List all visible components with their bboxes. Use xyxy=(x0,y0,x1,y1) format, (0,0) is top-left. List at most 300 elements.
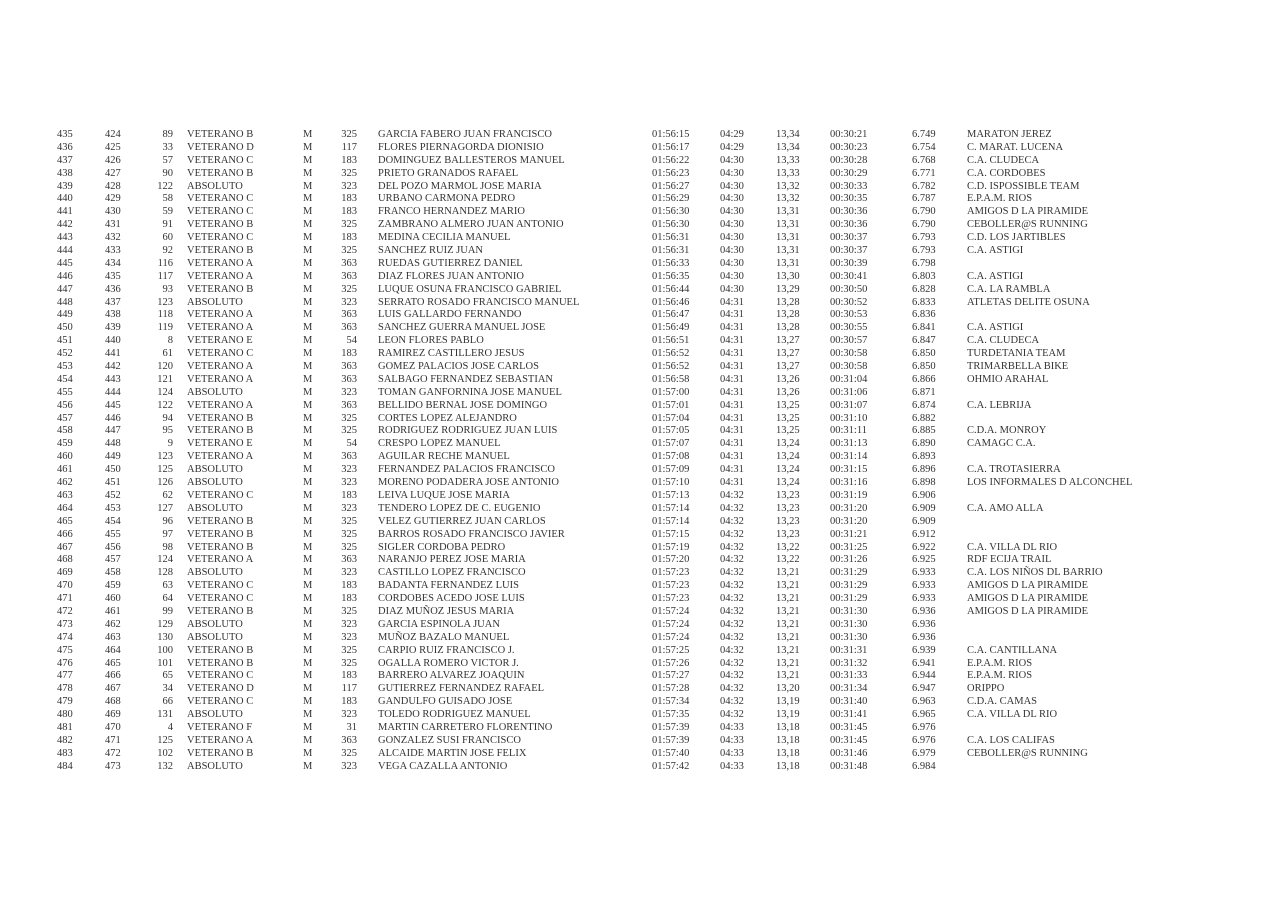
category-cell: VETERANO A xyxy=(187,373,254,385)
club-cell: C.A. CLUDECA xyxy=(967,154,1040,166)
time-behind-cell: 00:31:32 xyxy=(830,657,868,669)
runner-name-cell: OGALLA ROMERO VICTOR J. xyxy=(378,657,519,669)
finish-time-cell: 01:57:24 xyxy=(652,618,690,630)
category-cell: VETERANO F xyxy=(187,721,253,733)
category-position-cell: 461 xyxy=(105,605,121,617)
finish-time-cell: 01:57:24 xyxy=(652,631,690,643)
speed-cell: 13,29 xyxy=(776,283,800,295)
club-cell: TRIMARBELLA BIKE xyxy=(967,361,1069,373)
speed-cell: 13,20 xyxy=(776,683,800,695)
table-row xyxy=(0,142,1280,155)
position-cell: 437 xyxy=(57,154,73,166)
speed-cell: 13,25 xyxy=(776,412,800,424)
table-row xyxy=(0,374,1280,387)
club-cell: C.A. VILLA DL RIO xyxy=(967,709,1058,721)
club-cell: CAMAGC C.A. xyxy=(967,438,1036,450)
pace-cell: 04:29 xyxy=(720,141,744,153)
category-position-cell: 460 xyxy=(105,593,121,605)
points-cell: 6.909 xyxy=(912,502,936,514)
position-cell: 466 xyxy=(57,528,73,540)
speed-cell: 13,24 xyxy=(776,438,800,450)
category-total-cell: 323 xyxy=(341,631,357,643)
position-cell: 444 xyxy=(57,245,73,257)
category-cell: VETERANO A xyxy=(187,270,254,282)
category-rank-cell: 99 xyxy=(162,605,173,617)
finish-time-cell: 01:56:33 xyxy=(652,257,690,269)
category-total-cell: 325 xyxy=(341,167,357,179)
category-total-cell: 183 xyxy=(341,580,357,592)
category-cell: VETERANO A xyxy=(187,554,254,566)
gender-cell: M xyxy=(303,399,313,411)
speed-cell: 13,26 xyxy=(776,373,800,385)
category-rank-cell: 98 xyxy=(162,541,173,553)
points-cell: 6.963 xyxy=(912,696,936,708)
speed-cell: 13,21 xyxy=(776,631,800,643)
position-cell: 459 xyxy=(57,438,73,450)
points-cell: 6.833 xyxy=(912,296,936,308)
position-cell: 460 xyxy=(57,451,73,463)
finish-time-cell: 01:57:39 xyxy=(652,721,690,733)
position-cell: 440 xyxy=(57,193,73,205)
category-rank-cell: 126 xyxy=(157,477,173,489)
category-rank-cell: 34 xyxy=(162,683,173,695)
table-row xyxy=(0,438,1280,451)
category-position-cell: 428 xyxy=(105,180,121,192)
runner-name-cell: BARRERO ALVAREZ JOAQUIN xyxy=(378,670,525,682)
category-cell: VETERANO B xyxy=(187,425,254,437)
runner-name-cell: LEIVA LUQUE JOSE MARIA xyxy=(378,489,510,501)
runner-name-cell: CORTES LOPEZ ALEJANDRO xyxy=(378,412,517,424)
speed-cell: 13,21 xyxy=(776,567,800,579)
gender-cell: M xyxy=(303,502,313,514)
time-behind-cell: 00:31:31 xyxy=(830,644,868,656)
finish-time-cell: 01:56:22 xyxy=(652,154,690,166)
points-cell: 6.782 xyxy=(912,180,936,192)
speed-cell: 13,26 xyxy=(776,386,800,398)
category-position-cell: 467 xyxy=(105,683,121,695)
category-position-cell: 431 xyxy=(105,219,121,231)
points-cell: 6.749 xyxy=(912,129,936,140)
points-cell: 6.793 xyxy=(912,232,936,244)
gender-cell: M xyxy=(303,348,313,360)
category-cell: VETERANO E xyxy=(187,438,253,450)
club-cell: AMIGOS D LA PIRAMIDE xyxy=(967,206,1089,218)
pace-cell: 04:32 xyxy=(720,567,744,579)
finish-time-cell: 01:57:14 xyxy=(652,502,690,514)
category-position-cell: 446 xyxy=(105,412,121,424)
category-total-cell: 323 xyxy=(341,386,357,398)
table-row xyxy=(0,413,1280,426)
time-behind-cell: 00:31:06 xyxy=(830,386,868,398)
category-rank-cell: 130 xyxy=(157,631,173,643)
category-rank-cell: 121 xyxy=(157,373,173,385)
speed-cell: 13,31 xyxy=(776,232,800,244)
category-rank-cell: 58 xyxy=(162,193,173,205)
time-behind-cell: 00:30:57 xyxy=(830,335,868,347)
category-cell: VETERANO C xyxy=(187,193,254,205)
category-rank-cell: 132 xyxy=(157,760,173,772)
position-cell: 483 xyxy=(57,747,73,759)
points-cell: 6.936 xyxy=(912,631,936,643)
runner-name-cell: DIAZ MUÑOZ JESUS MARIA xyxy=(378,605,515,617)
speed-cell: 13,31 xyxy=(776,219,800,231)
gender-cell: M xyxy=(303,644,313,656)
category-total-cell: 363 xyxy=(341,309,357,321)
position-cell: 471 xyxy=(57,593,73,605)
gender-cell: M xyxy=(303,219,313,231)
time-behind-cell: 00:31:20 xyxy=(830,515,868,527)
points-cell: 6.850 xyxy=(912,361,936,373)
speed-cell: 13,21 xyxy=(776,618,800,630)
time-behind-cell: 00:30:36 xyxy=(830,206,868,218)
category-rank-cell: 116 xyxy=(157,257,173,269)
runner-name-cell: LEON FLORES PABLO xyxy=(378,335,484,347)
pace-cell: 04:32 xyxy=(720,605,744,617)
category-position-cell: 454 xyxy=(105,515,121,527)
runner-name-cell: VELEZ GUTIERREZ JUAN CARLOS xyxy=(378,515,546,527)
points-cell: 6.850 xyxy=(912,348,936,360)
pace-cell: 04:30 xyxy=(720,232,744,244)
runner-name-cell: FLORES PIERNAGORDA DIONISIO xyxy=(378,141,544,153)
category-position-cell: 435 xyxy=(105,270,121,282)
time-behind-cell: 00:30:58 xyxy=(830,361,868,373)
pace-cell: 04:31 xyxy=(720,451,744,463)
category-rank-cell: 128 xyxy=(157,567,173,579)
category-total-cell: 325 xyxy=(341,219,357,231)
speed-cell: 13,22 xyxy=(776,541,800,553)
club-cell: C.A. AMO ALLA xyxy=(967,502,1044,514)
pace-cell: 04:32 xyxy=(720,515,744,527)
pace-cell: 04:33 xyxy=(720,760,744,772)
time-behind-cell: 00:30:23 xyxy=(830,141,868,153)
club-cell: C.A. VILLA DL RIO xyxy=(967,541,1058,553)
points-cell: 6.979 xyxy=(912,747,936,759)
category-total-cell: 325 xyxy=(341,605,357,617)
finish-time-cell: 01:57:09 xyxy=(652,464,690,476)
position-cell: 473 xyxy=(57,618,73,630)
gender-cell: M xyxy=(303,670,313,682)
category-cell: VETERANO A xyxy=(187,257,254,269)
category-rank-cell: 122 xyxy=(157,180,173,192)
table-row xyxy=(0,155,1280,168)
points-cell: 6.984 xyxy=(912,760,936,772)
gender-cell: M xyxy=(303,605,313,617)
table-row xyxy=(0,658,1280,671)
category-position-cell: 450 xyxy=(105,464,121,476)
runner-name-cell: ZAMBRANO ALMERO JUAN ANTONIO xyxy=(378,219,564,231)
speed-cell: 13,18 xyxy=(776,734,800,746)
points-cell: 6.947 xyxy=(912,683,936,695)
table-row xyxy=(0,683,1280,696)
category-rank-cell: 60 xyxy=(162,232,173,244)
runner-name-cell: MUÑOZ BAZALO MANUEL xyxy=(378,631,510,643)
runner-name-cell: ALCAIDE MARTIN JOSE FELIX xyxy=(378,747,527,759)
table-row xyxy=(0,464,1280,477)
category-cell: VETERANO C xyxy=(187,489,254,501)
category-rank-cell: 61 xyxy=(162,348,173,360)
gender-cell: M xyxy=(303,283,313,295)
points-cell: 6.882 xyxy=(912,412,936,424)
category-rank-cell: 59 xyxy=(162,206,173,218)
category-cell: VETERANO A xyxy=(187,309,254,321)
category-cell: VETERANO C xyxy=(187,696,254,708)
club-cell: C.D.A. CAMAS xyxy=(967,696,1038,708)
position-cell: 463 xyxy=(57,489,73,501)
category-rank-cell: 33 xyxy=(162,141,173,153)
points-cell: 6.836 xyxy=(912,309,936,321)
category-cell: ABSOLUTO xyxy=(187,180,243,192)
club-cell: C.D. ISPOSSIBLE TEAM xyxy=(967,180,1080,192)
category-position-cell: 424 xyxy=(105,129,121,140)
club-cell: C.A. ASTIGI xyxy=(967,245,1024,257)
position-cell: 453 xyxy=(57,361,73,373)
pace-cell: 04:32 xyxy=(720,489,744,501)
category-total-cell: 325 xyxy=(341,644,357,656)
position-cell: 474 xyxy=(57,631,73,643)
finish-time-cell: 01:57:07 xyxy=(652,438,690,450)
points-cell: 6.976 xyxy=(912,734,936,746)
category-position-cell: 434 xyxy=(105,257,121,269)
category-cell: ABSOLUTO xyxy=(187,631,243,643)
category-rank-cell: 64 xyxy=(162,593,173,605)
points-cell: 6.803 xyxy=(912,270,936,282)
table-row xyxy=(0,606,1280,619)
pace-cell: 04:32 xyxy=(720,528,744,540)
gender-cell: M xyxy=(303,734,313,746)
position-cell: 443 xyxy=(57,232,73,244)
speed-cell: 13,31 xyxy=(776,257,800,269)
category-cell: VETERANO B xyxy=(187,167,254,179)
club-cell: C.A. ASTIGI xyxy=(967,322,1024,334)
club-cell: AMIGOS D LA PIRAMIDE xyxy=(967,580,1089,592)
category-total-cell: 323 xyxy=(341,567,357,579)
category-position-cell: 453 xyxy=(105,502,121,514)
category-cell: VETERANO A xyxy=(187,361,254,373)
position-cell: 449 xyxy=(57,309,73,321)
points-cell: 6.787 xyxy=(912,193,936,205)
category-rank-cell: 124 xyxy=(157,386,173,398)
category-position-cell: 429 xyxy=(105,193,121,205)
runner-name-cell: CRESPO LOPEZ MANUEL xyxy=(378,438,501,450)
position-cell: 472 xyxy=(57,605,73,617)
gender-cell: M xyxy=(303,593,313,605)
pace-cell: 04:30 xyxy=(720,270,744,282)
category-cell: VETERANO B xyxy=(187,657,254,669)
category-total-cell: 31 xyxy=(346,721,357,733)
runner-name-cell: BELLIDO BERNAL JOSE DOMINGO xyxy=(378,399,548,411)
category-position-cell: 433 xyxy=(105,245,121,257)
category-rank-cell: 102 xyxy=(157,747,173,759)
category-cell: ABSOLUTO xyxy=(187,296,243,308)
category-total-cell: 323 xyxy=(341,296,357,308)
gender-cell: M xyxy=(303,167,313,179)
finish-time-cell: 01:56:51 xyxy=(652,335,690,347)
category-cell: VETERANO B xyxy=(187,219,254,231)
speed-cell: 13,27 xyxy=(776,361,800,373)
finish-time-cell: 01:57:08 xyxy=(652,451,690,463)
speed-cell: 13,23 xyxy=(776,502,800,514)
time-behind-cell: 00:31:40 xyxy=(830,696,868,708)
category-position-cell: 438 xyxy=(105,309,121,321)
finish-time-cell: 01:56:58 xyxy=(652,373,690,385)
gender-cell: M xyxy=(303,180,313,192)
category-position-cell: 442 xyxy=(105,361,121,373)
category-rank-cell: 96 xyxy=(162,515,173,527)
position-cell: 484 xyxy=(57,760,73,772)
category-position-cell: 430 xyxy=(105,206,121,218)
category-rank-cell: 62 xyxy=(162,489,173,501)
time-behind-cell: 00:30:29 xyxy=(830,167,868,179)
finish-time-cell: 01:57:20 xyxy=(652,554,690,566)
runner-name-cell: DOMINGUEZ BALLESTEROS MANUEL xyxy=(378,154,565,166)
category-position-cell: 455 xyxy=(105,528,121,540)
category-position-cell: 441 xyxy=(105,348,121,360)
category-position-cell: 439 xyxy=(105,322,121,334)
club-cell: E.P.A.M. RIOS xyxy=(967,657,1033,669)
runner-name-cell: SALBAGO FERNANDEZ SEBASTIAN xyxy=(378,373,554,385)
category-total-cell: 325 xyxy=(341,747,357,759)
runner-name-cell: CARPIO RUIZ FRANCISCO J. xyxy=(378,644,515,656)
category-total-cell: 363 xyxy=(341,734,357,746)
club-cell: C.A. ASTIGI xyxy=(967,270,1024,282)
club-cell: TURDETANIA TEAM xyxy=(967,348,1066,360)
table-row xyxy=(0,722,1280,735)
points-cell: 6.912 xyxy=(912,528,936,540)
position-cell: 452 xyxy=(57,348,73,360)
table-row xyxy=(0,645,1280,658)
category-position-cell: 451 xyxy=(105,477,121,489)
finish-time-cell: 01:56:44 xyxy=(652,283,690,295)
category-cell: VETERANO B xyxy=(187,605,254,617)
runner-name-cell: GUTIERREZ FERNANDEZ RAFAEL xyxy=(378,683,545,695)
category-cell: VETERANO C xyxy=(187,670,254,682)
finish-time-cell: 01:57:19 xyxy=(652,541,690,553)
points-cell: 6.933 xyxy=(912,580,936,592)
speed-cell: 13,22 xyxy=(776,554,800,566)
time-behind-cell: 00:30:58 xyxy=(830,348,868,360)
gender-cell: M xyxy=(303,129,313,140)
finish-time-cell: 01:56:52 xyxy=(652,361,690,373)
time-behind-cell: 00:31:30 xyxy=(830,605,868,617)
finish-time-cell: 01:56:15 xyxy=(652,129,690,140)
speed-cell: 13,34 xyxy=(776,129,800,140)
club-cell: C.D. LOS JARTIBLES xyxy=(967,232,1066,244)
category-cell: VETERANO B xyxy=(187,747,254,759)
finish-time-cell: 01:56:30 xyxy=(652,206,690,218)
table-row xyxy=(0,400,1280,413)
table-row xyxy=(0,361,1280,374)
gender-cell: M xyxy=(303,747,313,759)
points-cell: 6.771 xyxy=(912,167,936,179)
category-rank-cell: 95 xyxy=(162,425,173,437)
time-behind-cell: 00:31:25 xyxy=(830,541,868,553)
club-cell: E.P.A.M. RIOS xyxy=(967,670,1033,682)
position-cell: 464 xyxy=(57,502,73,514)
category-total-cell: 325 xyxy=(341,412,357,424)
category-rank-cell: 65 xyxy=(162,670,173,682)
club-cell: C.A. TROTASIERRA xyxy=(967,464,1061,476)
table-row xyxy=(0,245,1280,258)
position-cell: 438 xyxy=(57,167,73,179)
gender-cell: M xyxy=(303,412,313,424)
pace-cell: 04:32 xyxy=(720,631,744,643)
table-row xyxy=(0,542,1280,555)
table-row xyxy=(0,567,1280,580)
gender-cell: M xyxy=(303,709,313,721)
category-cell: VETERANO A xyxy=(187,451,254,463)
table-row xyxy=(0,516,1280,529)
gender-cell: M xyxy=(303,296,313,308)
position-cell: 461 xyxy=(57,464,73,476)
category-position-cell: 432 xyxy=(105,232,121,244)
gender-cell: M xyxy=(303,554,313,566)
club-cell: C.A. LOS NIÑOS DL BARRIO xyxy=(967,567,1103,579)
category-rank-cell: 66 xyxy=(162,696,173,708)
pace-cell: 04:30 xyxy=(720,154,744,166)
finish-time-cell: 01:57:10 xyxy=(652,477,690,489)
club-cell: AMIGOS D LA PIRAMIDE xyxy=(967,605,1089,617)
position-cell: 478 xyxy=(57,683,73,695)
time-behind-cell: 00:31:45 xyxy=(830,734,868,746)
table-row xyxy=(0,696,1280,709)
time-behind-cell: 00:30:52 xyxy=(830,296,868,308)
time-behind-cell: 00:30:41 xyxy=(830,270,868,282)
points-cell: 6.798 xyxy=(912,257,936,269)
category-cell: VETERANO B xyxy=(187,245,254,257)
runner-name-cell: MARTIN CARRETERO FLORENTINO xyxy=(378,721,553,733)
category-total-cell: 323 xyxy=(341,618,357,630)
category-total-cell: 363 xyxy=(341,399,357,411)
runner-name-cell: GARCIA FABERO JUAN FRANCISCO xyxy=(378,129,552,140)
category-total-cell: 183 xyxy=(341,348,357,360)
time-behind-cell: 00:31:07 xyxy=(830,399,868,411)
club-cell: C.D.A. MONROY xyxy=(967,425,1047,437)
points-cell: 6.893 xyxy=(912,451,936,463)
time-behind-cell: 00:31:15 xyxy=(830,464,868,476)
finish-time-cell: 01:57:15 xyxy=(652,528,690,540)
category-cell: ABSOLUTO xyxy=(187,760,243,772)
category-total-cell: 323 xyxy=(341,464,357,476)
position-cell: 435 xyxy=(57,129,73,140)
category-position-cell: 427 xyxy=(105,167,121,179)
category-total-cell: 183 xyxy=(341,154,357,166)
time-behind-cell: 00:30:37 xyxy=(830,245,868,257)
pace-cell: 04:32 xyxy=(720,593,744,605)
category-rank-cell: 101 xyxy=(157,657,173,669)
points-cell: 6.828 xyxy=(912,283,936,295)
category-total-cell: 323 xyxy=(341,180,357,192)
category-rank-cell: 118 xyxy=(157,309,173,321)
club-cell: C.A. LOS CALIFAS xyxy=(967,734,1055,746)
time-behind-cell: 00:31:13 xyxy=(830,438,868,450)
position-cell: 475 xyxy=(57,644,73,656)
runner-name-cell: RAMIREZ CASTILLERO JESUS xyxy=(378,348,525,360)
category-cell: VETERANO A xyxy=(187,322,254,334)
pace-cell: 04:33 xyxy=(720,747,744,759)
table-row xyxy=(0,181,1280,194)
category-rank-cell: 123 xyxy=(157,296,173,308)
position-cell: 481 xyxy=(57,721,73,733)
position-cell: 450 xyxy=(57,322,73,334)
table-row xyxy=(0,748,1280,761)
points-cell: 6.941 xyxy=(912,657,936,669)
category-position-cell: 472 xyxy=(105,747,121,759)
club-cell: LOS INFORMALES D ALCONCHEL xyxy=(967,477,1133,489)
category-total-cell: 363 xyxy=(341,270,357,282)
category-position-cell: 426 xyxy=(105,154,121,166)
finish-time-cell: 01:57:13 xyxy=(652,489,690,501)
runner-name-cell: TENDERO LOPEZ DE C. EUGENIO xyxy=(378,502,541,514)
